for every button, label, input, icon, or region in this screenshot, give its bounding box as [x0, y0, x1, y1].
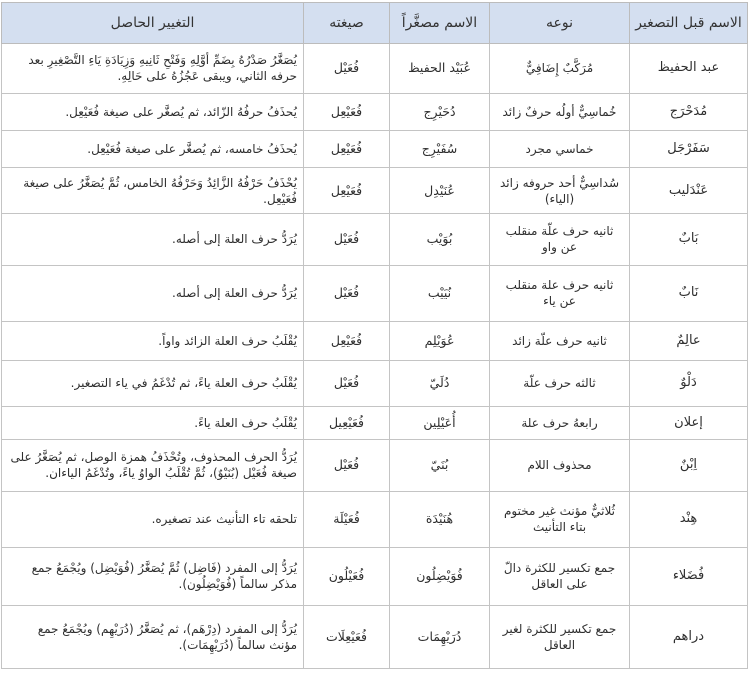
cell-name-before: هِنْد — [630, 491, 748, 547]
cell-diminutive: بُنَيّ — [390, 439, 490, 491]
table-row — [2, 406, 748, 439]
cell-name-before: عبد الحفيظ — [630, 44, 748, 94]
cell-change: يُقْلَبُ حرف العلة ياءً، ثم تُدْغَمُ في ياء التصغير. — [2, 361, 304, 407]
table-row — [2, 491, 748, 547]
cell-type: مُرَكَّبٌ إِضَافِيٌّ — [490, 44, 630, 94]
cell-name-before: عَنْدَليب — [630, 168, 748, 214]
cell-type: خُماسِيٌّ أولُه حرفٌ زائد — [490, 93, 630, 130]
cell-type: ثالثه حرف علّة — [490, 361, 630, 407]
cell-change: يُقْلَبُ حرف العلة الزائد واواً. — [2, 321, 304, 360]
table-row — [2, 361, 748, 407]
cell-name-before: بَابٌ — [630, 213, 748, 265]
cell-name-before: دَلْوٌ — [630, 361, 748, 407]
table-row — [2, 321, 748, 360]
cell-diminutive: دُلَيّ — [390, 361, 490, 407]
cell-change: يُقْلَبُ حرف العلة ياءً. — [2, 406, 304, 439]
cell-type: ثُلاثيٌّ مؤنث غير مختوم بتاء التأنيث — [490, 491, 630, 547]
header-form: صيغته — [304, 3, 390, 44]
cell-form: فُعَيْعِلَات — [304, 605, 390, 668]
header-diminutive: الاسم مصغَّراً — [390, 3, 490, 44]
diminutive-table — [1, 2, 748, 669]
cell-diminutive: فُوَيْضِلُون — [390, 547, 490, 605]
cell-type: محذوف اللام — [490, 439, 630, 491]
cell-change: يُرَدُّ إلى المفرد (دِرْهَم)، ثم يُصَغَّرُ (دُرَيْهِم) ويُجْمَعُ جمع مؤنث سالماً (دُرَيْهِمَات). — [2, 605, 304, 668]
cell-name-before: اِبْنٌ — [630, 439, 748, 491]
cell-change: يُحذَفُ حرفُهُ الزّائد، ثم يُصغَّر على صيغة فُعَيْعِل. — [2, 93, 304, 130]
cell-diminutive: نُيَيْب — [390, 265, 490, 321]
cell-change: يُرَدُّ إلى المفرد (فَاضِل) ثُمَّ يُصَغَّرُ (فُوَيْضِل) ويُجْمَعُ جمع مذكر سالماً (فُوَيْضِلُون). — [2, 547, 304, 605]
table-row — [2, 265, 748, 321]
cell-form: فُعَيْل — [304, 44, 390, 94]
header-name-before: الاسم قبل التصغير — [630, 3, 748, 44]
header-type: نوعه — [490, 3, 630, 44]
table-row — [2, 131, 748, 168]
cell-form: فُعَيْعِيل — [304, 406, 390, 439]
cell-form: فُعَيْعِل — [304, 131, 390, 168]
cell-diminutive: أُعَيْلِين — [390, 406, 490, 439]
cell-diminutive: دُحَيْرِج — [390, 93, 490, 130]
cell-name-before: نَابٌ — [630, 265, 748, 321]
cell-diminutive: بُوَيْب — [390, 213, 490, 265]
cell-diminutive: دُرَيْهِمَات — [390, 605, 490, 668]
table-row — [2, 605, 748, 668]
table-row — [2, 439, 748, 491]
diminutive-table-page — [2, 2, 748, 669]
cell-change: يُرَدُّ الحرف المحذوف، وتُحْذَفُ همزة الوصل، ثم يُصَغَّرُ على صيغة فُعَيْل (بُنَيْوٌ)، ثُمَّ تُقْلَبُ الواوُ ياءً، وتُدْغَمُ الياءان. — [2, 439, 304, 491]
cell-diminutive: عُوَيْلِم — [390, 321, 490, 360]
cell-name-before: دراهم — [630, 605, 748, 668]
cell-type: رابعهُ حرف علة — [490, 406, 630, 439]
cell-form: فُعَيْعِل — [304, 321, 390, 360]
cell-name-before: سَفَرْجَل — [630, 131, 748, 168]
header-change: التغيير الحاصل — [2, 3, 304, 44]
cell-change: يُرَدُّ حرف العلة إلى أصله. — [2, 213, 304, 265]
cell-form: فُعَيْل — [304, 439, 390, 491]
cell-name-before: مُدَحْرَج — [630, 93, 748, 130]
cell-form: فُعَيْل — [304, 265, 390, 321]
table-row — [2, 547, 748, 605]
cell-type: جمع تكسير للكثرة لغير العاقل — [490, 605, 630, 668]
table-row — [2, 93, 748, 130]
cell-form: فُعَيْل — [304, 361, 390, 407]
cell-diminutive: عُنَيْدِل — [390, 168, 490, 214]
cell-form: فُعَيْل — [304, 213, 390, 265]
cell-change: يُرَدُّ حرف العلة إلى أصله. — [2, 265, 304, 321]
cell-diminutive: هُنَيْدَة — [390, 491, 490, 547]
cell-diminutive: عُبَيْد الحفيظ — [390, 44, 490, 94]
header-row — [2, 3, 748, 44]
cell-change: يُحذَفُ خامسه، ثم يُصغَّر على صيغة فُعَيْعِل. — [2, 131, 304, 168]
cell-type: ثانيه حرف علّة زائد — [490, 321, 630, 360]
cell-name-before: عالِمٌ — [630, 321, 748, 360]
cell-form: فُعَيْعِل — [304, 93, 390, 130]
cell-type: خماسي مجرد — [490, 131, 630, 168]
cell-change: يُحْذَفُ حَرْفُهُ الزَّائِدُ وَحَرْفُهُ الخامس، ثُمَّ يُصَغَّرُ على صيغة فُعَيْعِل. — [2, 168, 304, 214]
cell-form: فُعَيْلَة — [304, 491, 390, 547]
cell-type: سُداسِيٌّ أحد حروفه زائد (الياء) — [490, 168, 630, 214]
cell-diminutive: سُفَيْرِج — [390, 131, 490, 168]
cell-form: فُعَيْعِل — [304, 168, 390, 214]
cell-name-before: إعلان — [630, 406, 748, 439]
cell-change: يُصَغَّرُ صَدْرُهُ بِضَمِّ أوَّلِهِ وَفَتْحِ ثَانِيهِ وَزِيَادَةِ يَاءِ التَّصْغِيرِ بعد حرفه الثاني، ويبقى عَجُزُهُ على حَالِهِ. — [2, 44, 304, 94]
cell-type: ثانيه حرف علّة منقلب عن واو — [490, 213, 630, 265]
cell-name-before: فُضَلاء — [630, 547, 748, 605]
table-row — [2, 44, 748, 94]
cell-type: جمع تكسير للكثرة دالّ على العاقل — [490, 547, 630, 605]
cell-change: تلحقه تاء التأنيث عند تصغيره. — [2, 491, 304, 547]
cell-type: ثانيه حرف علة منقلب عن ياء — [490, 265, 630, 321]
cell-form: فُعَيْلُون — [304, 547, 390, 605]
table-row — [2, 168, 748, 214]
table-row — [2, 213, 748, 265]
